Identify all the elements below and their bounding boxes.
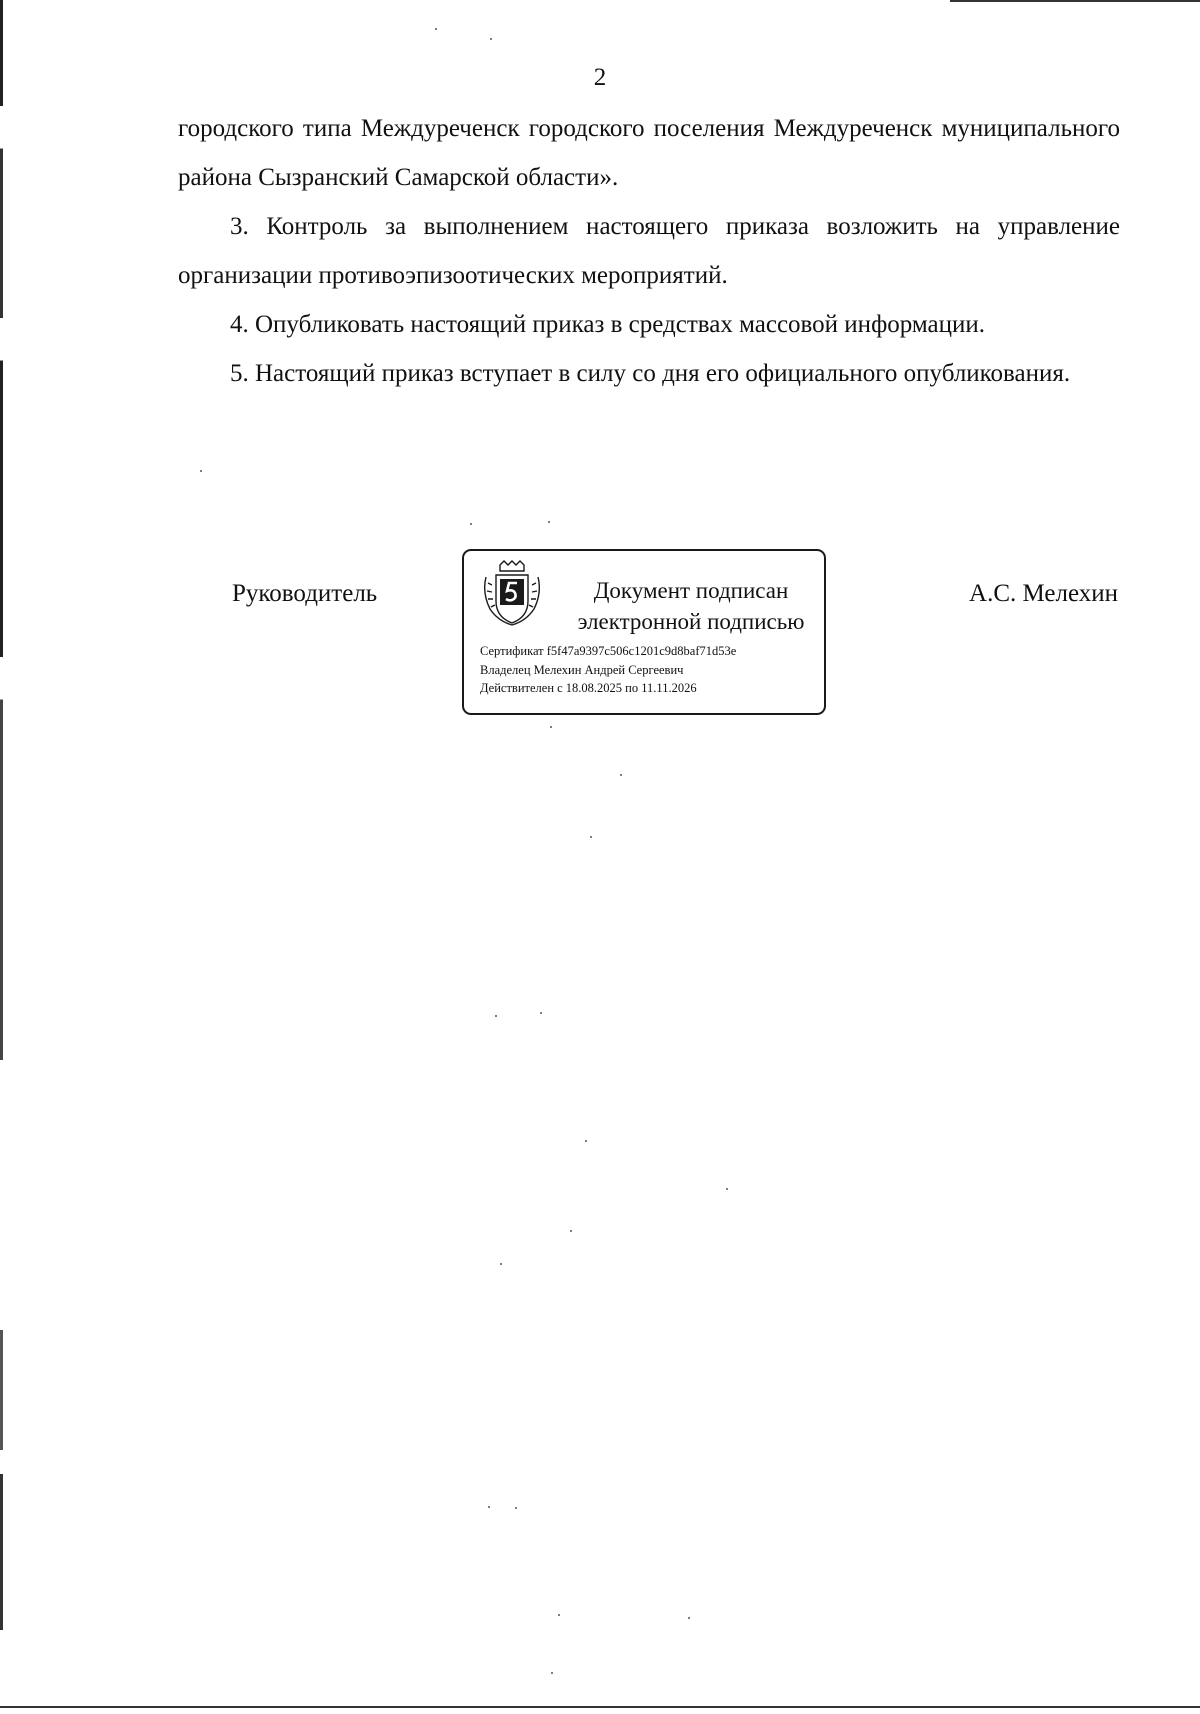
samara-region-coat-of-arms-icon (480, 559, 544, 631)
signer-position: Руководитель (232, 580, 378, 607)
stamp-details (480, 642, 820, 698)
scan-speck (558, 1614, 560, 1616)
page-number: 2 (593, 64, 607, 91)
scan-speck (435, 28, 437, 30)
scan-speck (726, 1188, 728, 1190)
stamp-heading (560, 575, 822, 637)
scan-speck (548, 521, 550, 523)
paragraph-4: 4. Опубликовать настоящий приказ в средствах массовой информации. (230, 311, 986, 338)
scan-speck (490, 38, 492, 40)
scan-speck (551, 1672, 553, 1674)
scan-edge-top (950, 0, 1200, 2)
paragraph-3: 3. Контроль за выполнением настоящего приказа возложить на управление организации противоэпизоотических мероприятий. (178, 213, 1120, 289)
scan-speck (550, 726, 552, 728)
scan-speck (470, 523, 472, 525)
stamp-owner: Владелец Мелехин Андрей Сергеевич (480, 662, 684, 677)
scan-speck (570, 1230, 572, 1232)
scan-speck (620, 774, 622, 776)
stamp-certificate: Сертификат f5f47a9397c506c1201c9d8baf71d53e (480, 644, 737, 658)
scan-speck (540, 1012, 542, 1014)
scan-speck (688, 1617, 690, 1619)
stamp-heading-line-1: Документ подписан (593, 578, 789, 603)
scan-edge-left-lower (0, 1330, 3, 1630)
scan-speck (585, 1140, 587, 1142)
stamp-validity: Действителен с 18.08.2025 по 11.11.2026 (480, 681, 697, 695)
paragraph-continuation: городского типа Междуреченск городского поселения Междуреченск муниципального района Сызранский Самарской области». (178, 115, 1120, 191)
scan-speck (488, 1506, 490, 1508)
scan-speck (590, 836, 592, 838)
body-text (178, 104, 1120, 398)
scan-edge-left (0, 0, 3, 1060)
electronic-signature-stamp (462, 549, 826, 715)
scan-speck (500, 1263, 502, 1265)
scan-speck (495, 1015, 497, 1017)
scan-speck (200, 470, 202, 472)
stamp-heading-line-2: электронной подписью (577, 609, 805, 634)
signer-name: А.С. Мелехин (969, 580, 1118, 607)
scan-speck (515, 1507, 517, 1509)
scan-edge-bottom (0, 1706, 1200, 1708)
paragraph-5: 5. Настоящий приказ вступает в силу со дня его официального опубликования. (230, 360, 1071, 387)
